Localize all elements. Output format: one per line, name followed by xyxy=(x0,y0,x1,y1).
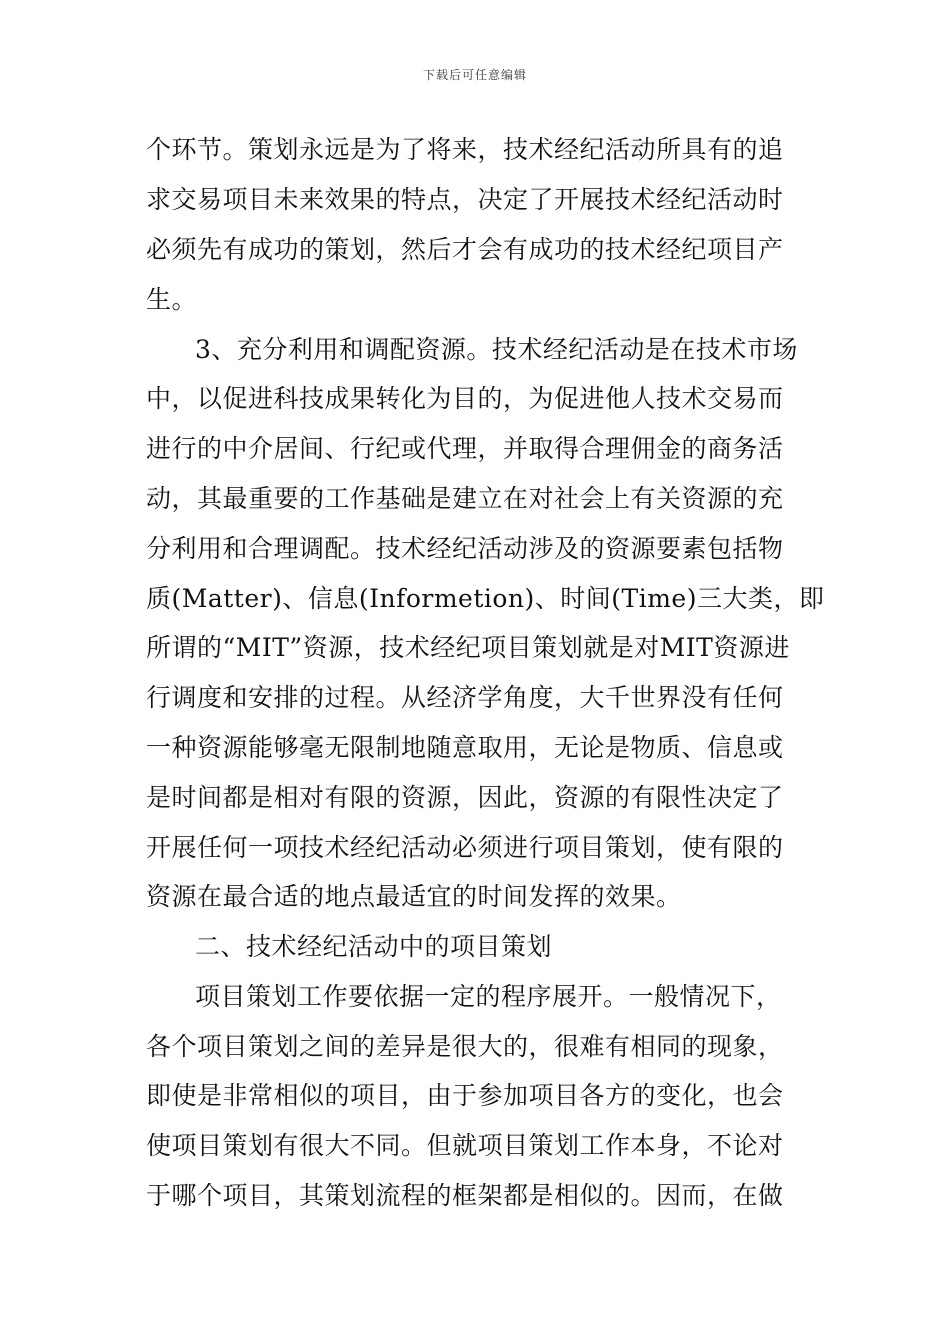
text-line: 一种资源能够毫无限制地随意取用，无论是物质、信息或 xyxy=(146,733,784,762)
text-line: 使项目策划有很大不同。但就项目策划工作本身，不论对 xyxy=(146,1131,784,1160)
text-line: 必须先有成功的策划，然后才会有成功的技术经纪项目产 xyxy=(146,235,784,264)
text-line: 各个项目策划之间的差异是很大的，很难有相同的现象， xyxy=(146,1032,784,1061)
section-heading: 二、技术经纪活动中的项目策划 xyxy=(195,932,553,961)
text-line: 个环节。策划永远是为了将来，技术经纪活动所具有的追 xyxy=(146,135,784,164)
page-header: 下载后可任意编辑 xyxy=(422,68,527,82)
text-line: 即使是非常相似的项目，由于参加项目各方的变化，也会 xyxy=(146,1081,784,1110)
text-line: 于哪个项目，其策划流程的框架都是相似的。因而，在做 xyxy=(146,1181,784,1210)
text-line: 开展任何一项技术经纪活动必须进行项目策划，使有限的 xyxy=(146,833,784,862)
text-line: 项目策划工作要依据一定的程序展开。一般情况下， xyxy=(195,982,782,1011)
text-line: 动，其最重要的工作基础是建立在对社会上有关资源的充 xyxy=(146,484,784,513)
text-line: 进行的中介居间、行纪或代理，并取得合理佣金的商务活 xyxy=(146,434,784,463)
text-line: 生。 xyxy=(146,285,198,314)
text-line: 是时间都是相对有限的资源，因此，资源的有限性决定了 xyxy=(146,783,784,812)
text-line: 质(Matter)、信息(Informetion)、时间(Time)三大类，即 xyxy=(146,584,825,613)
text-line: 资源在最合适的地点最适宜的时间发挥的效果。 xyxy=(146,882,682,911)
text-line: 所谓的“MIT”资源，技术经纪项目策划就是对MIT资源进 xyxy=(146,633,790,662)
text-line: 中，以促进科技成果转化为目的，为促进他人技术交易而 xyxy=(146,384,784,413)
text-line: 求交易项目未来效果的特点，决定了开展技术经纪活动时 xyxy=(146,185,784,214)
text-line: 分利用和合理调配。技术经纪活动涉及的资源要素包括物 xyxy=(146,534,784,563)
text-line: 行调度和安排的过程。从经济学角度，大千世界没有任何 xyxy=(146,683,784,712)
text-line: 3、充分利用和调配资源。技术经纪活动是在技术市场 xyxy=(195,335,798,364)
